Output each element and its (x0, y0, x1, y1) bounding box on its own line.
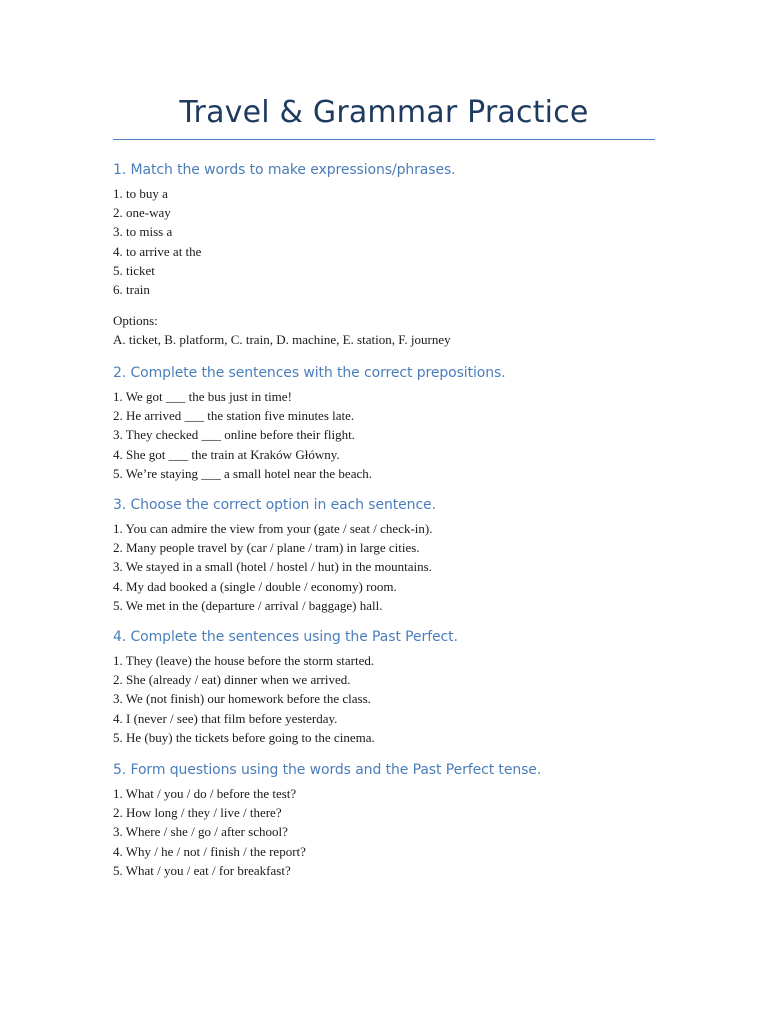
section-heading: 3. Choose the correct option in each sentence. (113, 497, 436, 513)
list-item: 5. We met in the (departure / arrival / baggage) hall. (113, 597, 383, 613)
list-item: 3. We (not finish) our homework before the class. (113, 691, 371, 707)
spacer (113, 299, 673, 311)
options-label: Options: (113, 313, 158, 329)
list-item: 4. Why / he / not / finish / the report? (113, 843, 306, 859)
list-item: 5. He (buy) the tickets before going to the cinema. (113, 729, 375, 745)
section-1 (113, 160, 673, 350)
list-item: 1. to buy a (113, 186, 168, 201)
options-text: A. ticket, B. platform, C. train, D. machine, E. station, F. journey (113, 332, 451, 348)
list-item: 1. They (leave) the house before the storm started. (113, 653, 375, 668)
list-item: 1. We got ___ the bus just in time! (113, 389, 292, 404)
list-item: 3. They checked ___ online before their flight. (113, 427, 355, 443)
list-item: 2. He arrived ___ the station five minutes late. (113, 408, 355, 424)
section-heading: 4. Complete the sentences using the Past Perfect. (113, 629, 458, 645)
list-item: 1. You can admire the view from your (gate / seat / check-in). (113, 521, 433, 536)
section-heading: 2. Complete the sentences with the correct prepositions. (113, 365, 506, 381)
list-item: 1. What / you / do / before the test? (113, 786, 297, 801)
list-item: 2. How long / they / live / there? (113, 805, 282, 821)
section-2 (113, 363, 673, 483)
section-4 (113, 627, 673, 747)
list-item: 5. We’re staying ___ a small hotel near the beach. (113, 465, 372, 481)
title-divider (113, 139, 655, 140)
list-item: 4. I (never / see) that film before yesterday. (113, 710, 338, 726)
list-item: 2. Many people travel by (car / plane / tram) in large cities. (113, 540, 420, 556)
list-item: 2. She (already / eat) dinner when we arrived. (113, 672, 351, 688)
list-item: 2. one-way (113, 205, 171, 221)
list-item: 3. We stayed in a small (hotel / hostel / hut) in the mountains. (113, 559, 432, 575)
list-item: 5. ticket (113, 262, 155, 278)
list-item: 6. train (113, 281, 150, 297)
list-item: 4. She got ___ the train at Kraków Główny. (113, 446, 340, 462)
page-title: Travel & Grammar Practice (179, 95, 589, 130)
section-heading: 5. Form questions using the words and the Past Perfect tense. (113, 762, 542, 778)
list-item: 5. What / you / eat / for breakfast? (113, 862, 291, 878)
list-item: 4. to arrive at the (113, 243, 202, 259)
section-3 (113, 495, 673, 615)
section-5 (113, 760, 673, 880)
list-item: 3. Where / she / go / after school? (113, 824, 288, 840)
section-heading: 1. Match the words to make expressions/phrases. (113, 162, 456, 178)
list-item: 4. My dad booked a (single / double / economy) room. (113, 578, 397, 594)
list-item: 3. to miss a (113, 224, 173, 240)
